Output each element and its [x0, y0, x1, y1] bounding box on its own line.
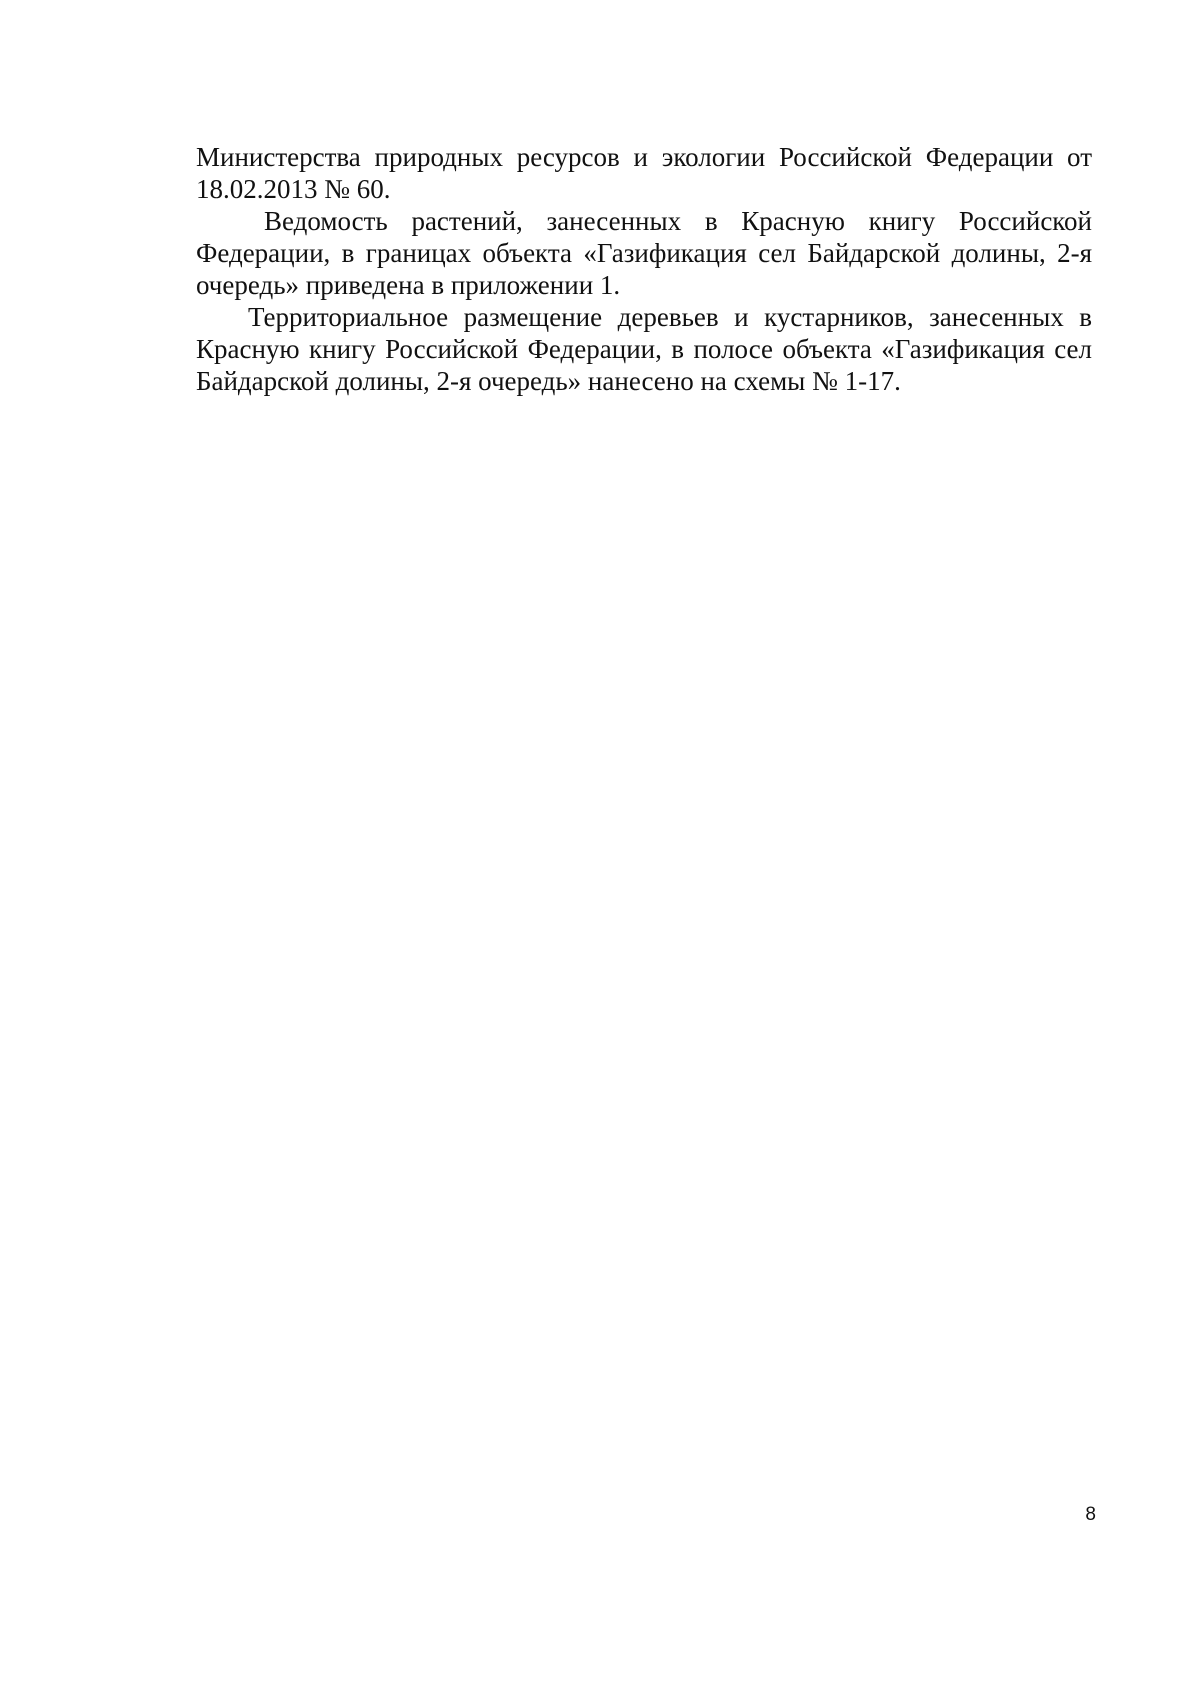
- body-text: [196, 141, 1092, 397]
- paragraph-placement: Территориальное размещение деревьев и кустарников, занесенных в Красную книгу Российской Федерации, в полосе объекта «Газификация сел Байдарской долины, 2-я очередь» нанесено на схемы № 1-17.: [196, 302, 1092, 396]
- paragraph-plants-list: Ведомость растений, занесенных в Красную книгу Российской Федерации, в границах объекта «Газификация сел Байдарской долины, 2-я очередь» приведена в приложении 1.: [196, 206, 1092, 300]
- page-number: 8: [1085, 1504, 1096, 1525]
- paragraph-continuation: Министерства природных ресурсов и экологии Российской Федерации от 18.02.2013 № 60.: [196, 142, 1092, 204]
